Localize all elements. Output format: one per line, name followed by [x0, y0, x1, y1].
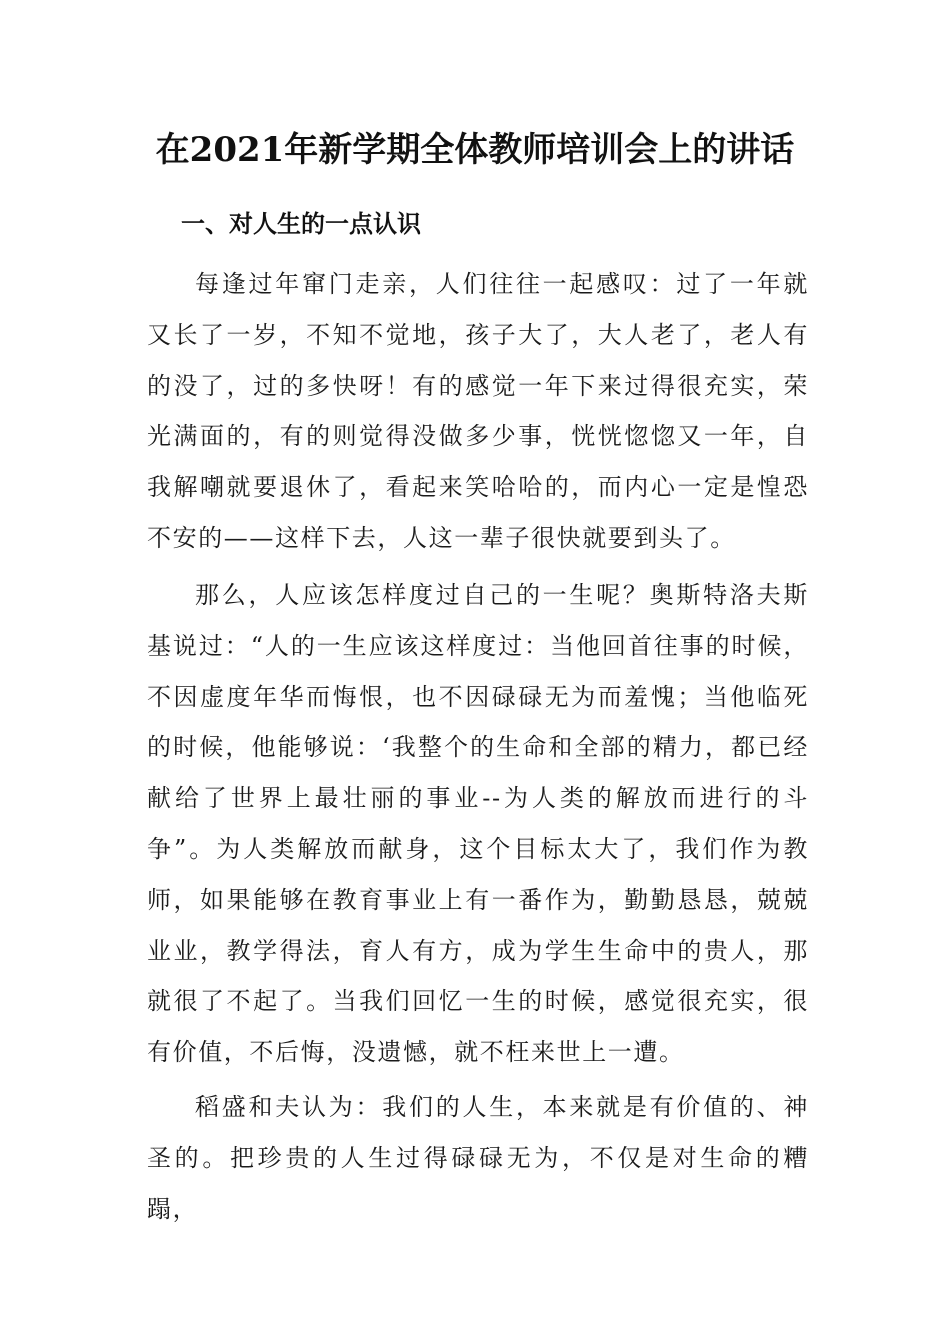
section-heading: 一、对人生的一点认识 — [181, 210, 421, 238]
document-title: 在2021年新学期全体教师培训会上的讲话 — [155, 130, 795, 170]
paragraph: 那么，人应该怎样度过自己的一生呢？奥斯特洛夫斯基说过：“人的一生应该这样度过：当他回首往事的时候，不因虚度年华而悔恨，也不因碌碌无为而羞愧；当他临死的时候，他能够说：‘我整个的生命和全部的精力，都已经献给了世界上最壮丽的事业--为人类的解放而进行的斗争”。为人类解放而献身，这个目标太大了，我们作为教师，如果能够在教育事业上有一番作为，勤勤恳恳，兢兢业业，教学得法，育人有方，成为学生生命中的贵人，那就很了不起了。当我们回忆一生的时候，感觉很充实，很有价值，不后悔，没遗憾，就不枉来世上一遭。 — [147, 581, 809, 1067]
paragraph: 稻盛和夫认为：我们的人生，本来就是有价值的、神圣的。把珍贵的人生过得碌碌无为，不仅是对生命的糟蹋， — [147, 1093, 809, 1223]
paragraph: 每逢过年窜门走亲，人们往往一起感叹：过了一年就又长了一岁，不知不觉地，孩子大了，大人老了，老人有的没了，过的多快呀！有的感觉一年下来过得很充实，荣光满面的，有的则觉得没做多少事，恍恍惚惚又一年，自我解嘲就要退休了，看起来笑哈哈的，而内心一定是惶恐不安的——这样下去，人这一辈子很快就要到头了。 — [147, 270, 809, 552]
